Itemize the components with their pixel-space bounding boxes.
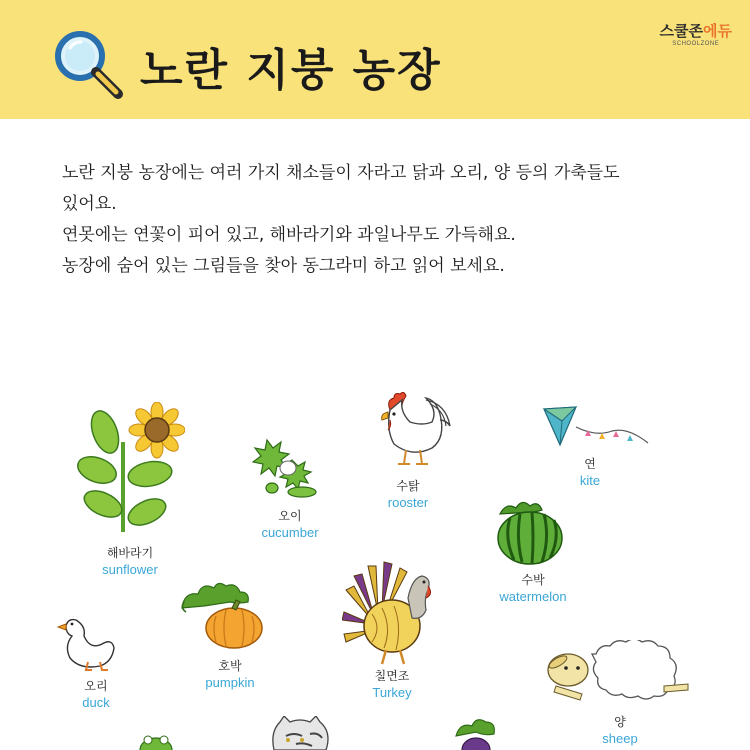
duck-icon bbox=[56, 614, 120, 672]
turkey-en: Turkey bbox=[372, 685, 412, 700]
sunflower-icon bbox=[75, 402, 185, 532]
sheep-ko: 양 bbox=[614, 715, 626, 729]
watermelon-label bbox=[490, 572, 576, 606]
pumpkin-icon bbox=[176, 582, 268, 654]
kite-label bbox=[560, 456, 620, 490]
magnifier-icon bbox=[50, 26, 130, 106]
kite-icon bbox=[540, 405, 652, 455]
kite-en: kite bbox=[579, 473, 601, 488]
sunflower-en: sunflower bbox=[102, 562, 158, 577]
watermelon-en: watermelon bbox=[499, 589, 567, 604]
brand-accent: 에듀 bbox=[703, 23, 732, 40]
intro-line: 연못에는 연꽃이 피어 있고, 해바라기와 과일나무도 가득해요. bbox=[62, 225, 516, 245]
brand-name: 스쿨존 bbox=[659, 23, 704, 40]
page-title: 노란 지붕 농장 bbox=[140, 45, 442, 96]
cat-icon bbox=[266, 716, 344, 750]
sunflower-ko: 해바라기 bbox=[106, 546, 154, 560]
brand-logo bbox=[660, 20, 732, 47]
rooster-icon bbox=[376, 392, 456, 468]
sheep-label bbox=[590, 714, 650, 748]
pumpkin-label bbox=[190, 658, 270, 692]
kite-ko: 연 bbox=[584, 457, 596, 471]
cucumber-ko: 오이 bbox=[278, 509, 302, 523]
cucumber-en: cucumber bbox=[261, 525, 319, 540]
duck-label bbox=[56, 678, 136, 712]
watermelon-ko: 수박 bbox=[521, 573, 545, 587]
intro-line: 노란 지붕 농장에는 여러 가지 채소들이 자라고 닭과 오리, 양 등의 가축들도 bbox=[62, 163, 620, 183]
sunflower-label bbox=[80, 545, 180, 579]
rooster-en: rooster bbox=[387, 495, 429, 510]
pumpkin-en: pumpkin bbox=[205, 675, 255, 690]
rooster-ko: 수탉 bbox=[396, 479, 420, 493]
rooster-label bbox=[368, 478, 448, 512]
eggplant-icon bbox=[450, 716, 500, 750]
frog-icon bbox=[136, 734, 176, 750]
brand-subtitle: SCHOOLZONE bbox=[672, 41, 720, 47]
sheep-en: sheep bbox=[602, 731, 638, 746]
pumpkin-ko: 호박 bbox=[218, 659, 242, 673]
cucumber-icon bbox=[252, 430, 322, 500]
duck-ko: 오리 bbox=[84, 679, 108, 693]
cucumber-label bbox=[245, 508, 335, 542]
duck-en: duck bbox=[82, 695, 110, 710]
header-banner bbox=[0, 0, 750, 119]
sheep-icon bbox=[546, 640, 692, 706]
turkey-icon bbox=[342, 560, 442, 666]
turkey-label bbox=[352, 668, 432, 702]
watermelon-icon bbox=[490, 500, 566, 566]
intro-text bbox=[62, 158, 702, 282]
intro-line: 농장에 숨어 있는 그림들을 찾아 동그라미 하고 읽어 보세요. bbox=[62, 256, 505, 276]
intro-line: 있어요. bbox=[62, 194, 117, 214]
turkey-ko: 칠면조 bbox=[374, 669, 410, 683]
